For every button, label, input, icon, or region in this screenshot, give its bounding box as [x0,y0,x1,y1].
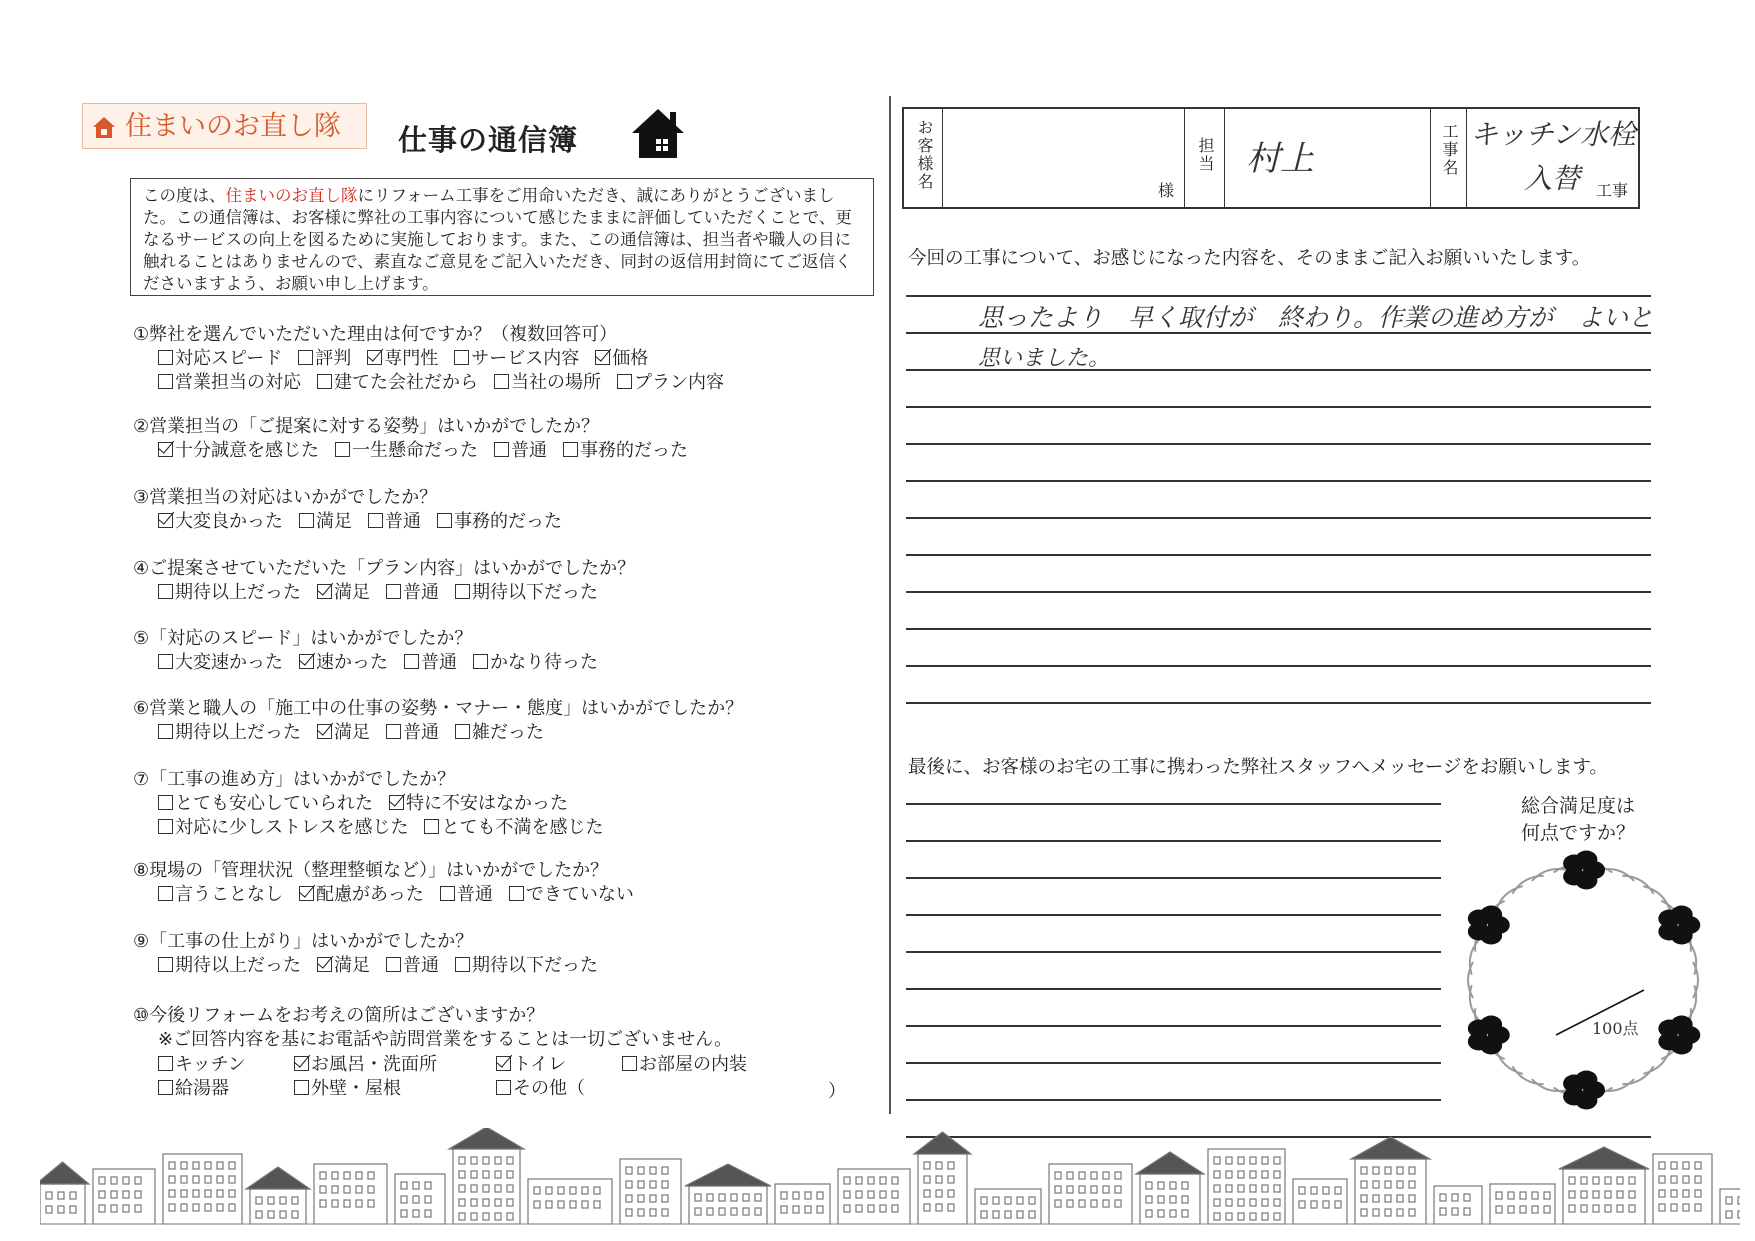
question-10: ⑩今後リフォームをお考えの箇所はございますか？ [133,1005,545,1026]
question-9: ⑨「工事の仕上がり」はいかがでしたか？ [133,931,474,952]
checkbox[interactable] [158,654,173,669]
score-value: 100点 [1592,1019,1639,1038]
checkbox[interactable] [158,374,173,389]
checkbox[interactable] [158,1056,173,1071]
checkbox-checked[interactable] [158,442,173,457]
option-label: とても安心していられた [175,793,373,814]
checkbox[interactable] [617,374,632,389]
page-title: 仕事の通信簿 [398,123,579,157]
checkbox[interactable] [494,374,509,389]
option-label: 普通 [385,511,421,532]
option[interactable] [158,510,283,534]
option[interactable] [158,954,301,978]
option-label: 価格 [612,348,649,369]
question-7: ⑦「工事の進め方」はいかがでしたか？ [133,769,456,790]
intro-company-name: 住まいのお直し隊 [225,186,358,205]
question-4: ④ご提案させていただいた「プラン内容」はいかがでしたか？ [133,558,636,579]
customer-suffix: 様 [1157,181,1174,200]
option-label: 大変速かった [175,652,283,673]
option[interactable] [389,792,568,816]
score-question [1498,793,1658,847]
option-label: 専門性 [384,348,439,369]
staff-name-field[interactable] [1224,109,1431,207]
intro-text-box [130,178,874,296]
checkbox[interactable] [158,584,173,599]
writing-line [906,295,1651,297]
house-icon [630,106,686,160]
score-label-line2: 何点ですか？ [1520,822,1635,844]
checkbox-checked[interactable] [294,1056,309,1071]
option-label: 事務的だった [580,440,688,461]
option[interactable] [158,883,283,907]
question-4-options [158,581,614,605]
logo-text: 住まいのお直し隊 [125,111,341,142]
option[interactable] [496,1077,585,1101]
question-7-options [158,792,584,816]
option-label: 一生懸命だった [352,440,478,461]
checkbox[interactable] [563,442,578,457]
customer-label-cell [904,109,943,207]
message-prompt: 最後に、お客様のお宅の工事に携わった弊社スタッフへメッセージをお願いします。 [908,757,1608,778]
checkbox[interactable] [386,584,401,599]
company-logo [82,103,367,149]
option[interactable] [368,510,421,534]
option-label: サービス内容 [471,348,580,369]
option-label: 期待以下だった [472,955,598,976]
wreath-illustration [1438,840,1728,1115]
option-label: 雑だった [472,722,544,743]
checkbox-checked[interactable] [158,513,173,528]
question-9-options [158,954,614,978]
writing-line [906,1099,1441,1101]
checkbox-checked[interactable] [317,584,332,599]
town-illustration [40,1128,1740,1228]
question-2: ②営業担当の「ご提案に対する姿勢」はいかがでしたか？ [133,416,600,437]
option-label: お部屋の内装 [639,1054,747,1075]
option-label: キッチン [175,1054,246,1075]
option-label: 営業担当の対応 [175,372,301,393]
option[interactable] [437,510,562,534]
writing-line [906,665,1651,667]
option[interactable] [317,581,370,605]
option-label: 満足 [334,955,370,976]
option[interactable] [386,721,439,745]
checkbox[interactable] [437,513,452,528]
writing-line [906,914,1441,916]
staff-label-cell [1184,109,1225,207]
option[interactable] [595,347,648,371]
checkbox-checked[interactable] [496,1056,511,1071]
checkbox-checked[interactable] [317,957,332,972]
option-label: 普通 [511,440,547,461]
staff-label: 担当 [1196,137,1215,173]
question-1: ①弊社を選んでいただいた理由は何ですか？（複数回答可） [133,324,618,345]
option-label: 評判 [315,348,352,369]
question-5: ⑤「対応のスピード」はいかがでしたか？ [133,628,473,649]
question-3-options [158,510,578,534]
option-label: 普通 [421,652,457,673]
checkbox[interactable] [158,724,173,739]
option[interactable] [494,371,601,395]
option-label: 期待以上だった [175,722,301,743]
checkbox[interactable] [509,886,524,901]
option[interactable] [158,792,373,816]
option[interactable] [367,347,438,371]
intro-part1: この度は、 [143,186,226,205]
checkbox[interactable] [473,654,488,669]
option[interactable] [299,510,352,534]
writing-line [906,951,1441,953]
writing-line [906,702,1651,704]
checkbox[interactable] [440,886,455,901]
option-label: プラン内容 [634,372,724,393]
writing-line [906,803,1441,805]
flower-petal [1480,1016,1502,1034]
checkbox[interactable] [158,886,173,901]
checkbox[interactable] [494,442,509,457]
checkbox[interactable] [622,1056,637,1071]
option[interactable] [158,651,283,675]
option-label: 普通 [403,582,439,603]
option-label: 配慮があった [316,884,424,905]
option-label: 当社の場所 [511,372,601,393]
option[interactable] [158,721,301,745]
customer-name-label: お客様名 [915,119,934,191]
question-8: ⑧現場の「管理状況（整理整頓など）」はいかがでしたか？ [133,860,609,881]
checkbox[interactable] [496,1080,511,1095]
question-8-options [158,883,650,907]
question-10-options-row2 [158,1077,601,1101]
option[interactable] [335,439,478,463]
option-label: 期待以上だった [175,582,301,603]
checkbox[interactable] [404,654,419,669]
option-label: その他（ [513,1078,585,1099]
option[interactable] [294,1077,480,1101]
option-label: 外壁・屋根 [311,1078,401,1099]
page-divider [889,96,891,1114]
option-label: とても不満を感じた [441,817,604,838]
option-label: 事務的だった [454,511,562,532]
option[interactable] [509,883,634,907]
impressions-handwritten-line1: 思ったより 早く取付が 終わり。作業の進め方が よいと [978,303,1654,332]
option[interactable] [294,1053,480,1077]
option-label: 特に不安はなかった [406,793,568,814]
intro-part2: にリフォーム工事をご用命いただき、誠にありがとうございました。この通信簿は、お客様に弊社の工事内容について感じたままに評価していただくことで、更なるサービスの向上を図るために実施しております。また、この通信簿は、担当者や職人の目に触れることはありませんので、素直なご意見をご記入いただき、同封の返信用封筒にてご返信くださいますよう、お願い申し上げます。 [143,186,852,293]
option[interactable] [494,439,547,463]
checkbox-checked[interactable] [595,350,610,365]
work-name-line2: 入替 [1524,162,1581,195]
staff-name-handwritten: 村上 [1246,139,1314,179]
flower-petal [1575,1071,1597,1089]
option[interactable] [440,883,493,907]
checkbox[interactable] [294,1080,309,1095]
checkbox[interactable] [317,374,332,389]
writing-line [906,517,1651,519]
flower-petal [1480,906,1502,924]
option[interactable] [424,816,603,840]
option-label: 満足 [316,511,352,532]
score-label-line1: 総合満足度は [1520,795,1635,817]
work-name-field[interactable] [1466,109,1638,207]
question-1-options [158,347,664,371]
writing-line [906,443,1651,445]
checkbox[interactable] [454,350,469,365]
option[interactable] [299,651,388,675]
flower-petal [1671,906,1693,924]
work-name-line1: キッチン水栓 [1470,118,1637,151]
question-6-options [158,721,560,745]
option-label: トイレ [513,1054,567,1075]
option[interactable] [317,721,370,745]
checkbox-checked[interactable] [299,654,314,669]
option[interactable] [454,347,579,371]
writing-line [906,628,1651,630]
work-label-cell [1430,109,1467,207]
impressions-prompt: 今回の工事について、お感じになった内容を、そのままご記入お願いいたします。 [908,248,1591,269]
house-logo-icon [91,114,117,140]
option-label: お風呂・洗面所 [311,1054,437,1075]
question-10-note: ※ご回答内容を基にお電話や訪問営業をすることは一切ございません。 [158,1029,733,1050]
option[interactable] [455,581,598,605]
option[interactable] [473,651,598,675]
option[interactable] [386,954,439,978]
checkbox[interactable] [158,957,173,972]
work-label: 工事名 [1440,123,1459,177]
checkbox[interactable] [455,584,470,599]
checkbox[interactable] [298,350,313,365]
option[interactable] [298,347,351,371]
option-label: 建てた会社だから [334,372,478,393]
option-label: 対応に少しストレスを感じた [175,817,409,838]
checkbox[interactable] [368,513,383,528]
writing-line [906,840,1441,842]
option-label: 普通 [456,884,493,905]
writing-line [906,1025,1441,1027]
option-label: 給湯器 [175,1078,229,1099]
option-label: 普通 [403,955,439,976]
checkbox[interactable] [455,957,470,972]
option[interactable] [158,816,408,840]
checkbox[interactable] [335,442,350,457]
question-2-options [158,439,704,463]
option[interactable] [455,721,544,745]
writing-line [906,988,1441,990]
writing-line [906,406,1651,408]
option-label: 対応スピード [175,348,283,369]
checkbox-checked[interactable] [299,886,314,901]
option[interactable] [496,1053,606,1077]
question-10-options-row1 [158,1053,763,1077]
writing-line [906,591,1651,593]
option-label: 普通 [403,722,439,743]
checkbox[interactable] [299,513,314,528]
option[interactable] [158,1053,278,1077]
checkbox-checked[interactable] [317,724,332,739]
option-label: 大変良かった [175,511,283,532]
checkbox[interactable] [158,350,173,365]
checkbox-checked[interactable] [367,350,382,365]
option[interactable] [563,439,688,463]
question-3: ③営業担当の対応はいかがでしたか？ [133,487,438,508]
option[interactable] [158,439,319,463]
option-label: 満足 [334,722,370,743]
option[interactable] [158,1077,278,1101]
checkbox[interactable] [158,819,173,834]
option-label: かなり待った [490,652,598,673]
option[interactable] [158,371,301,395]
option-label: 十分誠意を感じた [175,440,319,461]
question-1-options [158,371,740,395]
writing-line [906,554,1651,556]
work-suffix: 工事 [1595,181,1628,200]
option[interactable] [317,954,370,978]
option[interactable] [617,371,724,395]
option[interactable] [404,651,457,675]
checkbox[interactable] [455,724,470,739]
checkbox[interactable] [386,957,401,972]
question-5-options [158,651,614,675]
option[interactable] [158,347,282,371]
other-close-paren: ） [828,1081,846,1102]
option[interactable] [455,954,598,978]
writing-line [906,877,1441,879]
option-label: できていない [525,884,634,905]
checkbox[interactable] [424,819,439,834]
impressions-handwritten-line2: 思いました。 [978,346,1111,371]
flower-petal [1575,851,1597,869]
checkbox[interactable] [386,724,401,739]
option-label: 期待以上だった [175,955,301,976]
writing-line [906,1062,1441,1064]
customer-name-field[interactable] [942,109,1185,207]
option[interactable] [158,581,301,605]
writing-line [906,480,1651,482]
option[interactable] [299,883,424,907]
option[interactable] [386,581,439,605]
checkbox-checked[interactable] [389,795,404,810]
checkbox[interactable] [158,1080,173,1095]
question-6: ⑥営業と職人の「施工中の仕事の姿勢・マナー・態度」はいかがでしたか？ [133,698,744,719]
info-header-box [902,107,1640,209]
option[interactable] [622,1053,747,1077]
checkbox[interactable] [158,795,173,810]
question-7-options [158,816,619,840]
option-label: 満足 [334,582,370,603]
option-label: 期待以下だった [472,582,598,603]
option-label: 言うことなし [175,884,283,905]
option[interactable] [317,371,478,395]
option-label: 速かった [316,652,388,673]
flower-petal [1671,1016,1693,1034]
